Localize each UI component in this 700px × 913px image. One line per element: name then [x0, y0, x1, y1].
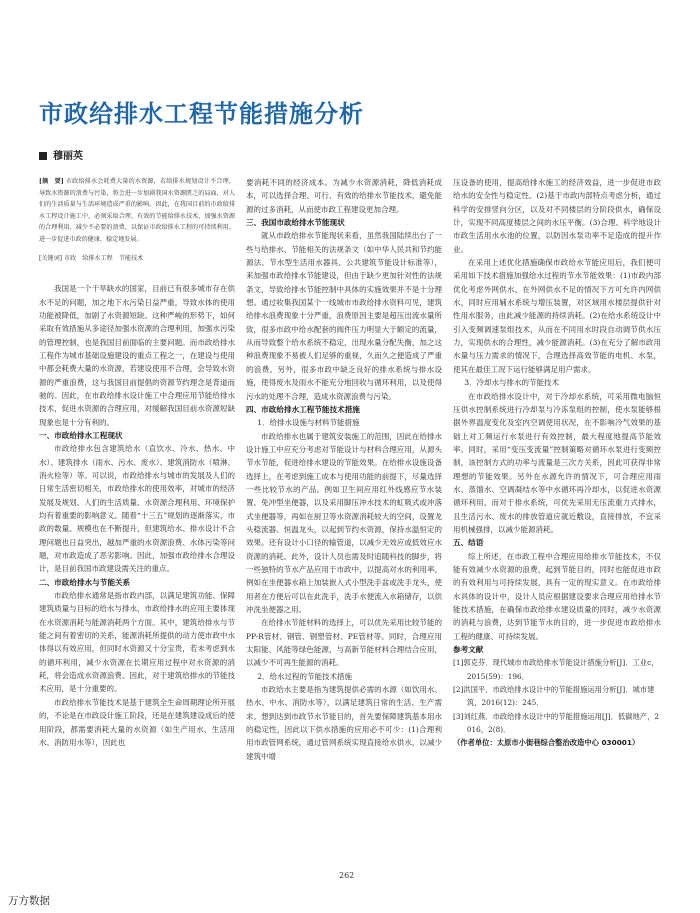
body-paragraph: 综上所述，在市政工程中合理应用给排水节能技术，不仅能有效减少水资源的浪费，起到节能目的，同时也能促进市政的有效利用与可持续发展，具有一定的现实意义。在市政给排水具体的设计中，设计人员应根据建设要求合理应用给排水节能技术措施，在确保市政给排水建设质量的同时，减少水资源的消耗与浪费，达到节能节水的目的，进一步促进市政给排水工程的健康、可持续发展。: [453, 551, 661, 641]
body-paragraph: 市政给水主要是指为建筑提供必需的水源（如饮用水、热水、中水、消防水等），以满足建筑日常的生活、生产需求。想到达到市政节水节能目的，首先要保障建筑基本用水的稳定性，因此以下供水措施的应用必不可少：(1)合理利用市政管网系统，通过管网系统实现直接给水供水，以减少建筑中增: [246, 685, 442, 761]
section-heading: 三、我国市政给排水节能现状: [246, 218, 345, 228]
watermark: 万方数据: [8, 895, 50, 907]
body-paragraph: 市政给排水也属于建筑安装施工的范围，因此在给排水设计施工中应充分考虑对节能设计与材料合理应用，从源头节水节能，促进给排水建设的节能效果。在给排水设施设备选择上，在考虑到施工成本与使用功能的前提下，尽量选择一些比较节水的产品。例如卫生间应用红外线感应节水装置、免冲型坐便器，以及采用脚压冲水技术的虹吸式或冲落式坐便器等，再如在厨卫等水资源消耗较大的空间，设置龙头稳流器、恒温龙头，以起到节约水资源，保持水温恒定的效果。还有设计小口径的输管道，以减少无效应或低效应水资源的消耗。此外，设计人员也需及时追随科技的脚步，将一些独特的节水产品应用于市政中，以提高对水的利用率。例如在坐便器水箱上加装嵌入式小型洗手盆或洗手龙头，使用者在方便后可以在此洗手，洗手水便流入水箱储存，以供冲洗坐便器之用。: [246, 431, 442, 614]
body-paragraph: 市政给排水包含建筑给水（直饮水、冷水、热水、中水）、建筑排水（雨水、污水、废水）、建筑消防水（喷淋、消火栓等）等。可以说，市政给排水与城市的发展及人们的日常生活密切相关，市政给排水的使用效率，对城市的经济发展及规划、人们的生活质量、水资源合理利用、环境保护均有着重要的影响意义。随着“十三五”规划的逐渐落实，市政的数量、规模也在不断提升，但建筑给水、排水设计不合理问题也日益突出，越加严重的水资源浪费、水体污染等问题，对市政造成了恶劣影响。因此，加强市政给排水合理设计，是目前我国市政建设需关注的重点。: [39, 444, 235, 574]
subsection-heading: 3．冷却水与排水的节能技术: [464, 378, 560, 388]
reference-item: [3]刘红燕．市政给排水设计中的节能措施运用[J]．低碳地产，2016，2(8)．: [453, 711, 660, 735]
article-title: 市政给排水工程节能措施分析: [39, 100, 364, 128]
author-line: [39, 147, 83, 162]
page-number: 262: [339, 871, 355, 880]
body-paragraph: 要消耗不同的经济成本。为减少水资源消耗，降低消耗成本，可以选择合理、可行、有效的给排水节能技术，避免能源的过多消耗，从而使市政工程建设更加合理。: [246, 178, 442, 214]
column-middle: [246, 176, 442, 866]
subsection-heading: 1．给排水设施与材料节能措施: [257, 418, 360, 428]
keywords: [39, 253, 235, 265]
section-heading: 一、市政给排水工程现状: [39, 430, 123, 440]
references-heading: 参考文献: [453, 645, 484, 655]
section-heading: 五、结语: [453, 538, 484, 548]
intro-paragraph: 我国是一个干旱缺水的国家，目前已有很多城市存在供水不足的问题，加之地下水污染日益严重，导致水体的使用功能被降低，加剧了水资源短缺。这种严峻的形势下，如何采取有效措施从多途径加强水资源的合理利用，加强水污染的管理控制，也是我国目前面临的主要问题。而市政给排水工程作为城市基础设施建设的重点工程之一，在建设与使用中都会耗费大量的水资源，若建设使用不合理，会导致水资源的严重浪费，这与我国目前提倡的资源节约理念是背道而驰的。因此，在市政给排水设计施工中合理应用节能给排水技术，促进水资源的合理应用，对缓解我国目前水资源短缺现象也是十分有利的。: [39, 284, 235, 427]
body-paragraph: 在采用上述优化措施确保市政给水节能应用后，我们便可采用如下技术措施加强给水过程的节水节能效果：(1)市政内部优化考虑外网供水，在外网供水不足的情况下方可允许内网供水，同时应用辅水系统与增压装置，对区域用水楼层提供针对性用水服务，由此减少能源的持续消耗。(2)在给水系统设计中引入变频调速泵组技术，从而在不同用水时段自动调节供水压力，实现供水的合理性，减少能源消耗。(3)在充分了解市政用水量与压力需求的情况下，合理选择高效节能的电机、水泵，使其在最佳工况下运行能够满足用户需求。: [453, 258, 661, 374]
body-paragraph: 市政给排水节能技术是基于建筑全生命周期理论所开展的，不论是在市政设计施工阶段，还是在建筑建设成后的使用阶段，都需要消耗大量的水资源（如生产用水、生活用水、消防用水等），因此也: [39, 697, 235, 747]
subsection-heading: 2．给水过程的节能技术措施: [257, 671, 353, 681]
body-paragraph: 市政给排水通常是指市政内部，以满足建筑功能、保障建筑质量与目标的给水与排水，市政给排水的应用主要体现在水资源消耗与能源消耗两个方面。其中，建筑给排水与节能之间有着密切的关系，能源消耗所提供的动力使市政中水体得以有效应用，但同时水资源又十分宝贵，若未考虑到水的循环利用，减少水资源在长期应用过程中对水资源的消耗，将会造成水资源浪费。因此，对于建筑给排水的节能技术应用，是十分重要的。: [39, 591, 235, 694]
body-paragraph: 压设备的使用，提高给排水施工的经济效益，进一步促进市政给水的安全性与稳定性。(2)基于市政内部特点考虑分析，通过科学的安排竖向分区，以及对不同楼层的分阶段供水，确保设计，实现不同高度楼层之间的水压平衡。(3)合理、科学地设计市政生活用水水池的位置，以防因水泵功率不足造成的提升作业。: [453, 178, 661, 254]
section-heading: 四、市政给排水工程节能技术措施: [246, 404, 360, 414]
body-paragraph: 在市政给排水设计中，对于冷却水系统，可采用微电脑恒压供水控制系统进行冷却泵与冷冻泵组的控制，使水泵能够根据外界温度变化及室内空调使用状况，在不影响冷气效果的基础上对工频运行水泵进行有效控制，最大程度地提高节能效率。同时，采用“变压变流量”控制策略对循环水泵进行变频控制，该控制方式的功率与流量是三次方关系，因此可获得非常理想的节能效果。另外在水源允许的情况下，可合理应用雨水、蒸馏水、空调凝结水等中水循环再冷却水，以促进水资源循环利用，而对于排水系统，可优先采用无压流重力式排水，且生活污水、废水的排放管道应就近敷设，直接排放，不宜采用机械强排，以减少能源消耗。: [453, 391, 661, 534]
author-name: 穆丽英: [53, 151, 83, 162]
body-paragraph: 在给排水节能材料的选择上，可以优先采用比较节能的PP-R管材、钢管、钢塑管材、PE管材等。同时，合理应用太阳能、风能等绿色能源，与高新节能材料合理结合应用，以减少不可再生能源的消耗。: [246, 618, 442, 668]
column-right: [453, 176, 661, 866]
section-heading: 二、市政给排水与节能关系: [39, 577, 131, 587]
body-paragraph: 就从市政给排水节能现状来看，虽然我国陆续出台了一些与给排水、节能相关的法规条文（如中华人民共和节约能源法、节水型生活用水器具、公共建筑节能设计标准等），来加强市政给排水节能建设，但由于缺少更加针对性的法规条文，导致给排水节能控制中具体的实施效果并不是十分理想。通过收集我国某个一线城市市政给排水资料可见，建筑给排水浪费现象十分严重，浪费原因主要是超压出流水量所致，很多市政中给水配套的阀件压力明显大于额定的流量，从而导致整个给水系统不稳定，出现水量分配失衡，加之这种浪费现象不易被人们足够的重视，久而久之便造成了严重的浪费。另外，很多市政中缺乏良好的排水系统与排水设施，使得废水及雨水不能充分地回收与循环利用，以及使得污水的处理不合理，造成水资源浪费与污染。: [246, 231, 442, 401]
column-left: [39, 176, 235, 856]
abstract: [39, 176, 235, 246]
reference-item: [1]郭克芬．现代城市市政给排水节能设计措施分析[J]．工业c，2015(59)：196．: [453, 658, 659, 681]
author-affiliation: （作者单位：太原市小街巷综合整治改造中心 030001）: [453, 738, 640, 748]
author-marker-icon: [39, 152, 47, 160]
keywords-label: [关键词]: [39, 254, 63, 262]
abstract-text: 市政给排水会耗费大量的水资源，若给排水规划设计不合理，导致水资源的浪费与污染，将会进一步加剧我国水资源匮乏的局面，对人们的生活质量与生活环境造成严重的影响。因此，在我国目前的市政给排水工程设计施工中，必须采取合理、有效的节能给排水技术，加强水资源的合理利用，减少不必要的浪费，以保证市政给排水工程的可持续利用，进一步促进市政的健康、稳定地发展。: [39, 178, 235, 243]
keywords-text: 市政 给排水工程 节能技术: [63, 254, 144, 262]
abstract-label: [摘 要]: [39, 178, 64, 185]
reference-item: [2]洪国平．市政给排水设计中的节能措施运用分析[J]．城市建筑，2016(12)：245．: [453, 685, 655, 708]
